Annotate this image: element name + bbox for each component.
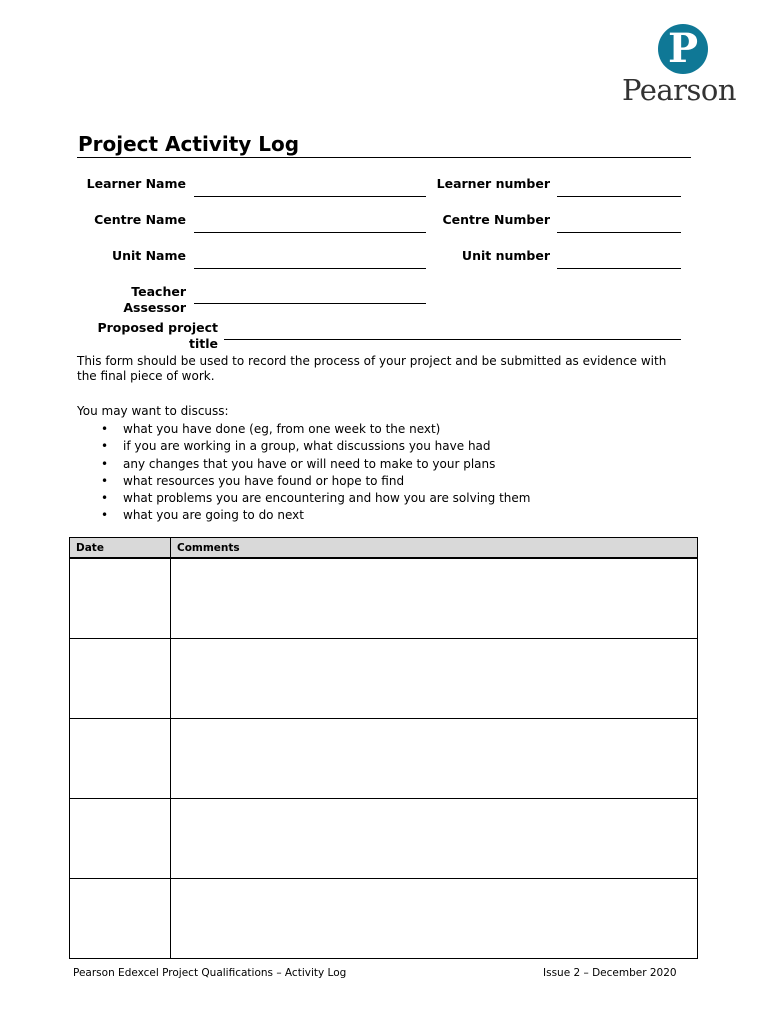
unit-number-label: Unit number (461, 248, 550, 263)
comments-cell[interactable] (171, 719, 698, 799)
date-cell[interactable] (70, 719, 171, 799)
table-row (70, 639, 698, 719)
list-item: • what resources you have found or hope to find (101, 473, 405, 488)
logo-letter: P (667, 25, 699, 72)
table-row (70, 558, 698, 639)
date-cell[interactable] (70, 879, 171, 959)
footer-right: Issue 2 – December 2020 (543, 967, 677, 979)
table-row (70, 879, 698, 959)
comments-cell[interactable] (171, 879, 698, 959)
proposed-title-label: Proposed project title (97, 320, 218, 351)
list-item: • any changes that you have or will need to make to your plans (101, 456, 496, 471)
table-row (70, 719, 698, 799)
learner-name-label: Learner Name (86, 176, 186, 191)
list-item: • what you are going to do next (101, 508, 304, 523)
date-cell[interactable] (70, 799, 171, 879)
activity-log-table (69, 537, 698, 959)
list-item: • if you are working in a group, what discussions you have had (101, 439, 491, 454)
comments-cell[interactable] (171, 558, 698, 639)
comments-cell[interactable] (171, 799, 698, 879)
discussion-list (77, 421, 530, 525)
list-item: • what problems you are encountering and how you are solving them (101, 491, 531, 506)
unit-number-field[interactable] (557, 268, 681, 269)
comments-column-header: Comments (171, 538, 698, 559)
centre-name-label: Centre Name (94, 212, 186, 227)
pearson-logo-icon (658, 24, 708, 74)
unit-name-field[interactable] (194, 268, 426, 269)
centre-number-label: Centre Number (442, 212, 550, 227)
learner-number-field[interactable] (557, 196, 681, 197)
list-item: • what you have done (eg, from one week to the next) (101, 422, 441, 436)
table-header-row (70, 538, 698, 559)
teacher-assessor-label: Teacher Assessor (123, 284, 186, 315)
centre-number-field[interactable] (557, 232, 681, 233)
page-title: Project Activity Log (78, 132, 300, 156)
logo-wordmark: Pearson (622, 73, 737, 107)
table-row (70, 799, 698, 879)
footer-left: Pearson Edexcel Project Qualifications – Activity Log (73, 967, 347, 979)
centre-name-field[interactable] (194, 232, 426, 233)
discuss-heading: You may want to discuss: (77, 404, 229, 418)
learner-name-field[interactable] (194, 196, 426, 197)
comments-cell[interactable] (171, 639, 698, 719)
title-divider (77, 157, 691, 158)
pearson-logo (618, 22, 746, 112)
date-column-header: Date (70, 538, 171, 559)
unit-name-label: Unit Name (111, 248, 186, 263)
date-cell[interactable] (70, 558, 171, 639)
date-cell[interactable] (70, 639, 171, 719)
proposed-title-field[interactable] (224, 339, 681, 340)
teacher-assessor-field[interactable] (194, 303, 426, 304)
intro-paragraph: This form should be used to record the process of your project and be submitted as evidence with the final piece of work. (77, 354, 667, 383)
learner-number-label: Learner number (436, 176, 550, 191)
